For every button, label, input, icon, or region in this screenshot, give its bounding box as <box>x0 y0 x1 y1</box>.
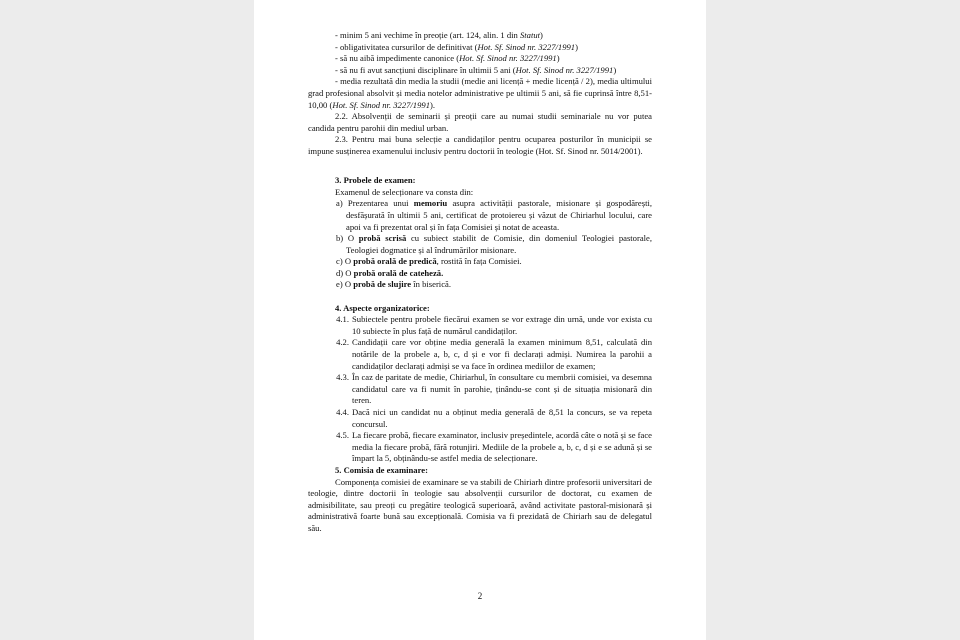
page-content <box>308 30 652 535</box>
organizational-item-4-2 <box>308 337 652 372</box>
paragraph-2-3: 2.3. Pentru mai buna selecție a candidaților pentru ocuparea posturilor în municipii se impune susținerea examenului inclusiv pentru doctorii în teologie (Hot. Sf. Sinod nr. 5014/2001). <box>308 134 652 156</box>
exam-item-c: c) O probă orală de predică, rostită în fața Comisiei. <box>336 256 522 267</box>
item-text: La fiecare probă, fiecare examinator, inclusiv președintele, acordă câte o notă și se face media la fiecare probă, fără rotunjiri. Mediile de la probele a, b, c, d și e se adună și se împart la 5, obținându-se astfel media de selecționare. <box>352 430 652 464</box>
item-number: 4.2. <box>336 337 349 348</box>
exam-item-b: b) O probă scrisă cu subiect stabilit de Comisie, din domeniul Teologiei pastorale, Teologiei dogmatice și al îndrumărilor misionare. <box>336 233 653 255</box>
item-number: 4.3. <box>336 372 349 383</box>
media-paragraph: - media rezultată din media la studii (medie ani licență + medie licență / 2), media ultimului grad profesional absolvit și media notelor administrative pe ultimii 5 ani, să fie cuprinsă între 8,51-10,00 (Hot. Sf. Sinod nr. 3227/1991). <box>308 76 652 110</box>
section-5-text: Componența comisiei de examinare se va stabili de Chiriarh dintre profesorii universitari de teologie, dintre doctorii în teologie sau absolvenții cursurilor de doctorat, cu examen de admisibilitate, sau preoți cu pregătire teologică superioară, având activitate pastoral-misionară și administrativă foarte bună sau excepțională. Comisia va fi prezidată de Chiriarh sau de delegatul său. <box>308 476 652 533</box>
section-4-heading: 4. Aspecte organizatorice: <box>335 302 430 313</box>
section-5-heading: 5. Comisia de examinare: <box>335 464 428 475</box>
page-number: 2 <box>477 591 483 601</box>
exam-item-d: d) O probă orală de cateheză. <box>336 267 444 278</box>
paragraph-2-2: 2.2. Absolvenții de seminarii și preoții care au numai studii seminariale nu vor putea candida pentru parohii din mediul urban. <box>308 111 652 133</box>
requirement-item: - să nu fi avut sancțiuni disciplinare în ultimii 5 ani (Hot. Sf. Sinod nr. 3227/1991) <box>335 64 617 75</box>
section-3-intro: Examenul de selecționare va consta din: <box>335 186 474 197</box>
exam-item-e: e) O probă de slujire în biserică. <box>336 279 451 290</box>
requirement-item: - să nu aibă impedimente canonice (Hot. Sf. Sinod nr. 3227/1991) <box>335 53 560 64</box>
item-text: Subiectele pentru probele fiecărui examen se vor extrage din urnă, unde vor exista cu 10 subiecte în plus față de numărul candidaților. <box>352 314 652 336</box>
requirement-item: - minim 5 ani vechime în preoție (art. 124, alin. 1 din Statut) <box>335 30 543 40</box>
organizational-item-4-5 <box>308 430 652 465</box>
organizational-item-4-4 <box>308 407 652 430</box>
organizational-item-4-1 <box>308 314 652 337</box>
section-3-heading: 3. Probele de examen: <box>335 175 416 186</box>
organizational-item-4-3 <box>308 372 652 407</box>
item-number: 4.4. <box>336 407 349 417</box>
item-number: 4.1. <box>336 314 349 325</box>
item-number: 4.5. <box>336 430 349 441</box>
document-page <box>254 0 706 640</box>
item-text: Candidații care vor obține media generală la examen minimum 8,51, calculată din notările de la probele a, b, c, d și e vor fi declarați admiși. Numirea la parohii a candidaților declarați admiși se va face în ordinea mediilor de examen; <box>352 337 652 371</box>
exam-item-a: a) Prezentarea unui memoriu asupra activității pastorale, misionare și gospodărești, desfășurată în ultimii 5 ani, certificat de protoiereu și văzut de Chiriarhul locului, care apoi va fi prezentat oral și în fața Comisiei și notat de aceasta. <box>336 198 652 232</box>
item-text: Dacă nici un candidat nu a obținut media generală de 8,51 la concurs, se va repeta concursul. <box>352 407 652 429</box>
requirement-item: - obligativitatea cursurilor de definitivat (Hot. Sf. Sinod nr. 3227/1991) <box>335 41 578 52</box>
item-text: În caz de paritate de medie, Chiriarhul, în consultare cu membrii comisiei, va desemna candidatul care va fi numit în parohie, ținându-se cont și de situația misionară din teren. <box>352 372 652 406</box>
